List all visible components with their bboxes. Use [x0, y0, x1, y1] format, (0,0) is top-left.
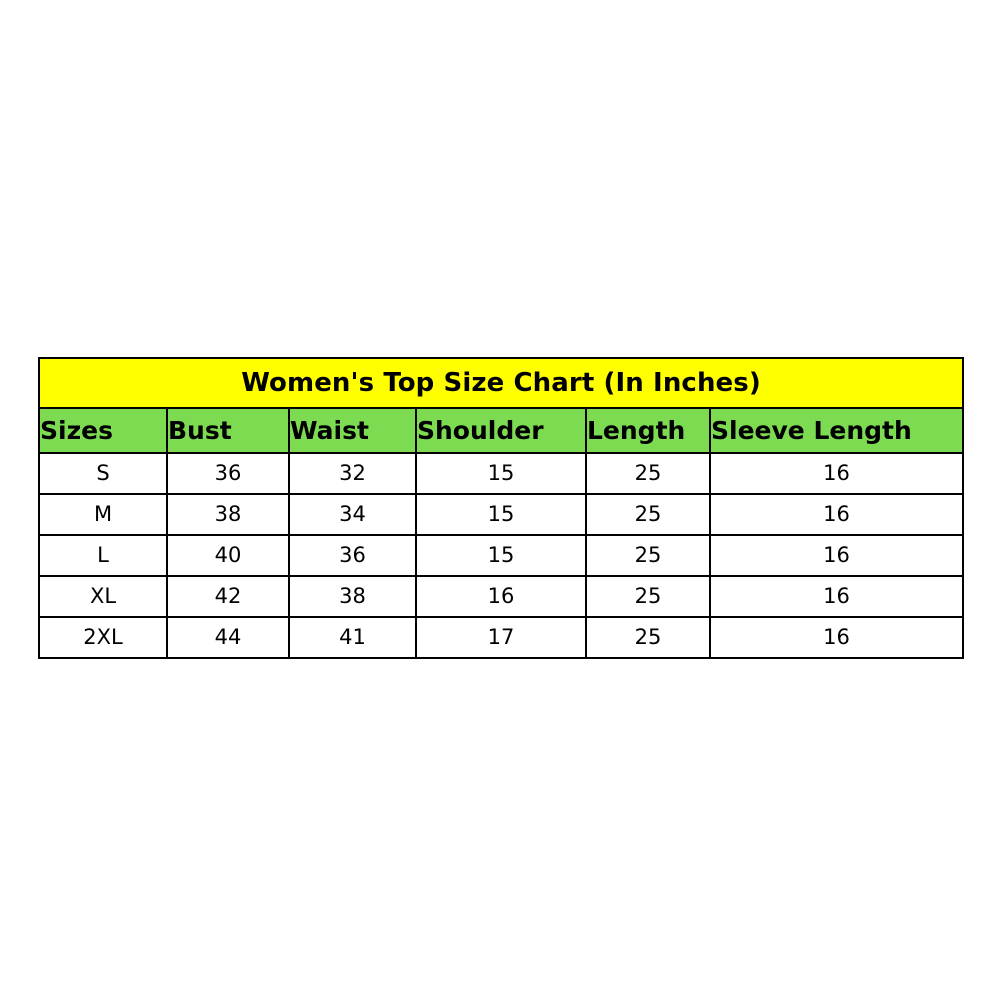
- cell-size: L: [39, 535, 167, 576]
- size-chart-table: [38, 357, 964, 659]
- column-header-sizes: Sizes: [39, 408, 167, 453]
- cell-bust: 44: [167, 617, 289, 658]
- table-row: [39, 453, 963, 494]
- cell-bust: 40: [167, 535, 289, 576]
- cell-sleeve-length: 16: [710, 617, 963, 658]
- table-row: [39, 617, 963, 658]
- cell-shoulder: 15: [416, 453, 586, 494]
- cell-bust: 38: [167, 494, 289, 535]
- table-row: [39, 535, 963, 576]
- size-chart-container: [38, 357, 962, 659]
- cell-shoulder: 16: [416, 576, 586, 617]
- column-header-sleeve-length: Sleeve Length: [710, 408, 963, 453]
- column-header-waist: Waist: [289, 408, 416, 453]
- cell-sleeve-length: 16: [710, 576, 963, 617]
- table-row: [39, 494, 963, 535]
- table-row: [39, 576, 963, 617]
- cell-size: XL: [39, 576, 167, 617]
- cell-bust: 42: [167, 576, 289, 617]
- cell-size: M: [39, 494, 167, 535]
- cell-shoulder: 15: [416, 535, 586, 576]
- column-header-length: Length: [586, 408, 710, 453]
- cell-size: 2XL: [39, 617, 167, 658]
- cell-shoulder: 17: [416, 617, 586, 658]
- table-title-row: [39, 358, 963, 408]
- cell-length: 25: [586, 453, 710, 494]
- chart-title: Women's Top Size Chart (In Inches): [39, 358, 963, 408]
- column-header-shoulder: Shoulder: [416, 408, 586, 453]
- cell-bust: 36: [167, 453, 289, 494]
- column-header-bust: Bust: [167, 408, 289, 453]
- cell-sleeve-length: 16: [710, 453, 963, 494]
- cell-length: 25: [586, 617, 710, 658]
- cell-waist: 36: [289, 535, 416, 576]
- cell-sleeve-length: 16: [710, 494, 963, 535]
- cell-waist: 41: [289, 617, 416, 658]
- table-header-row: [39, 408, 963, 453]
- cell-size: S: [39, 453, 167, 494]
- cell-sleeve-length: 16: [710, 535, 963, 576]
- cell-length: 25: [586, 494, 710, 535]
- cell-waist: 34: [289, 494, 416, 535]
- cell-length: 25: [586, 576, 710, 617]
- cell-waist: 32: [289, 453, 416, 494]
- cell-length: 25: [586, 535, 710, 576]
- cell-waist: 38: [289, 576, 416, 617]
- cell-shoulder: 15: [416, 494, 586, 535]
